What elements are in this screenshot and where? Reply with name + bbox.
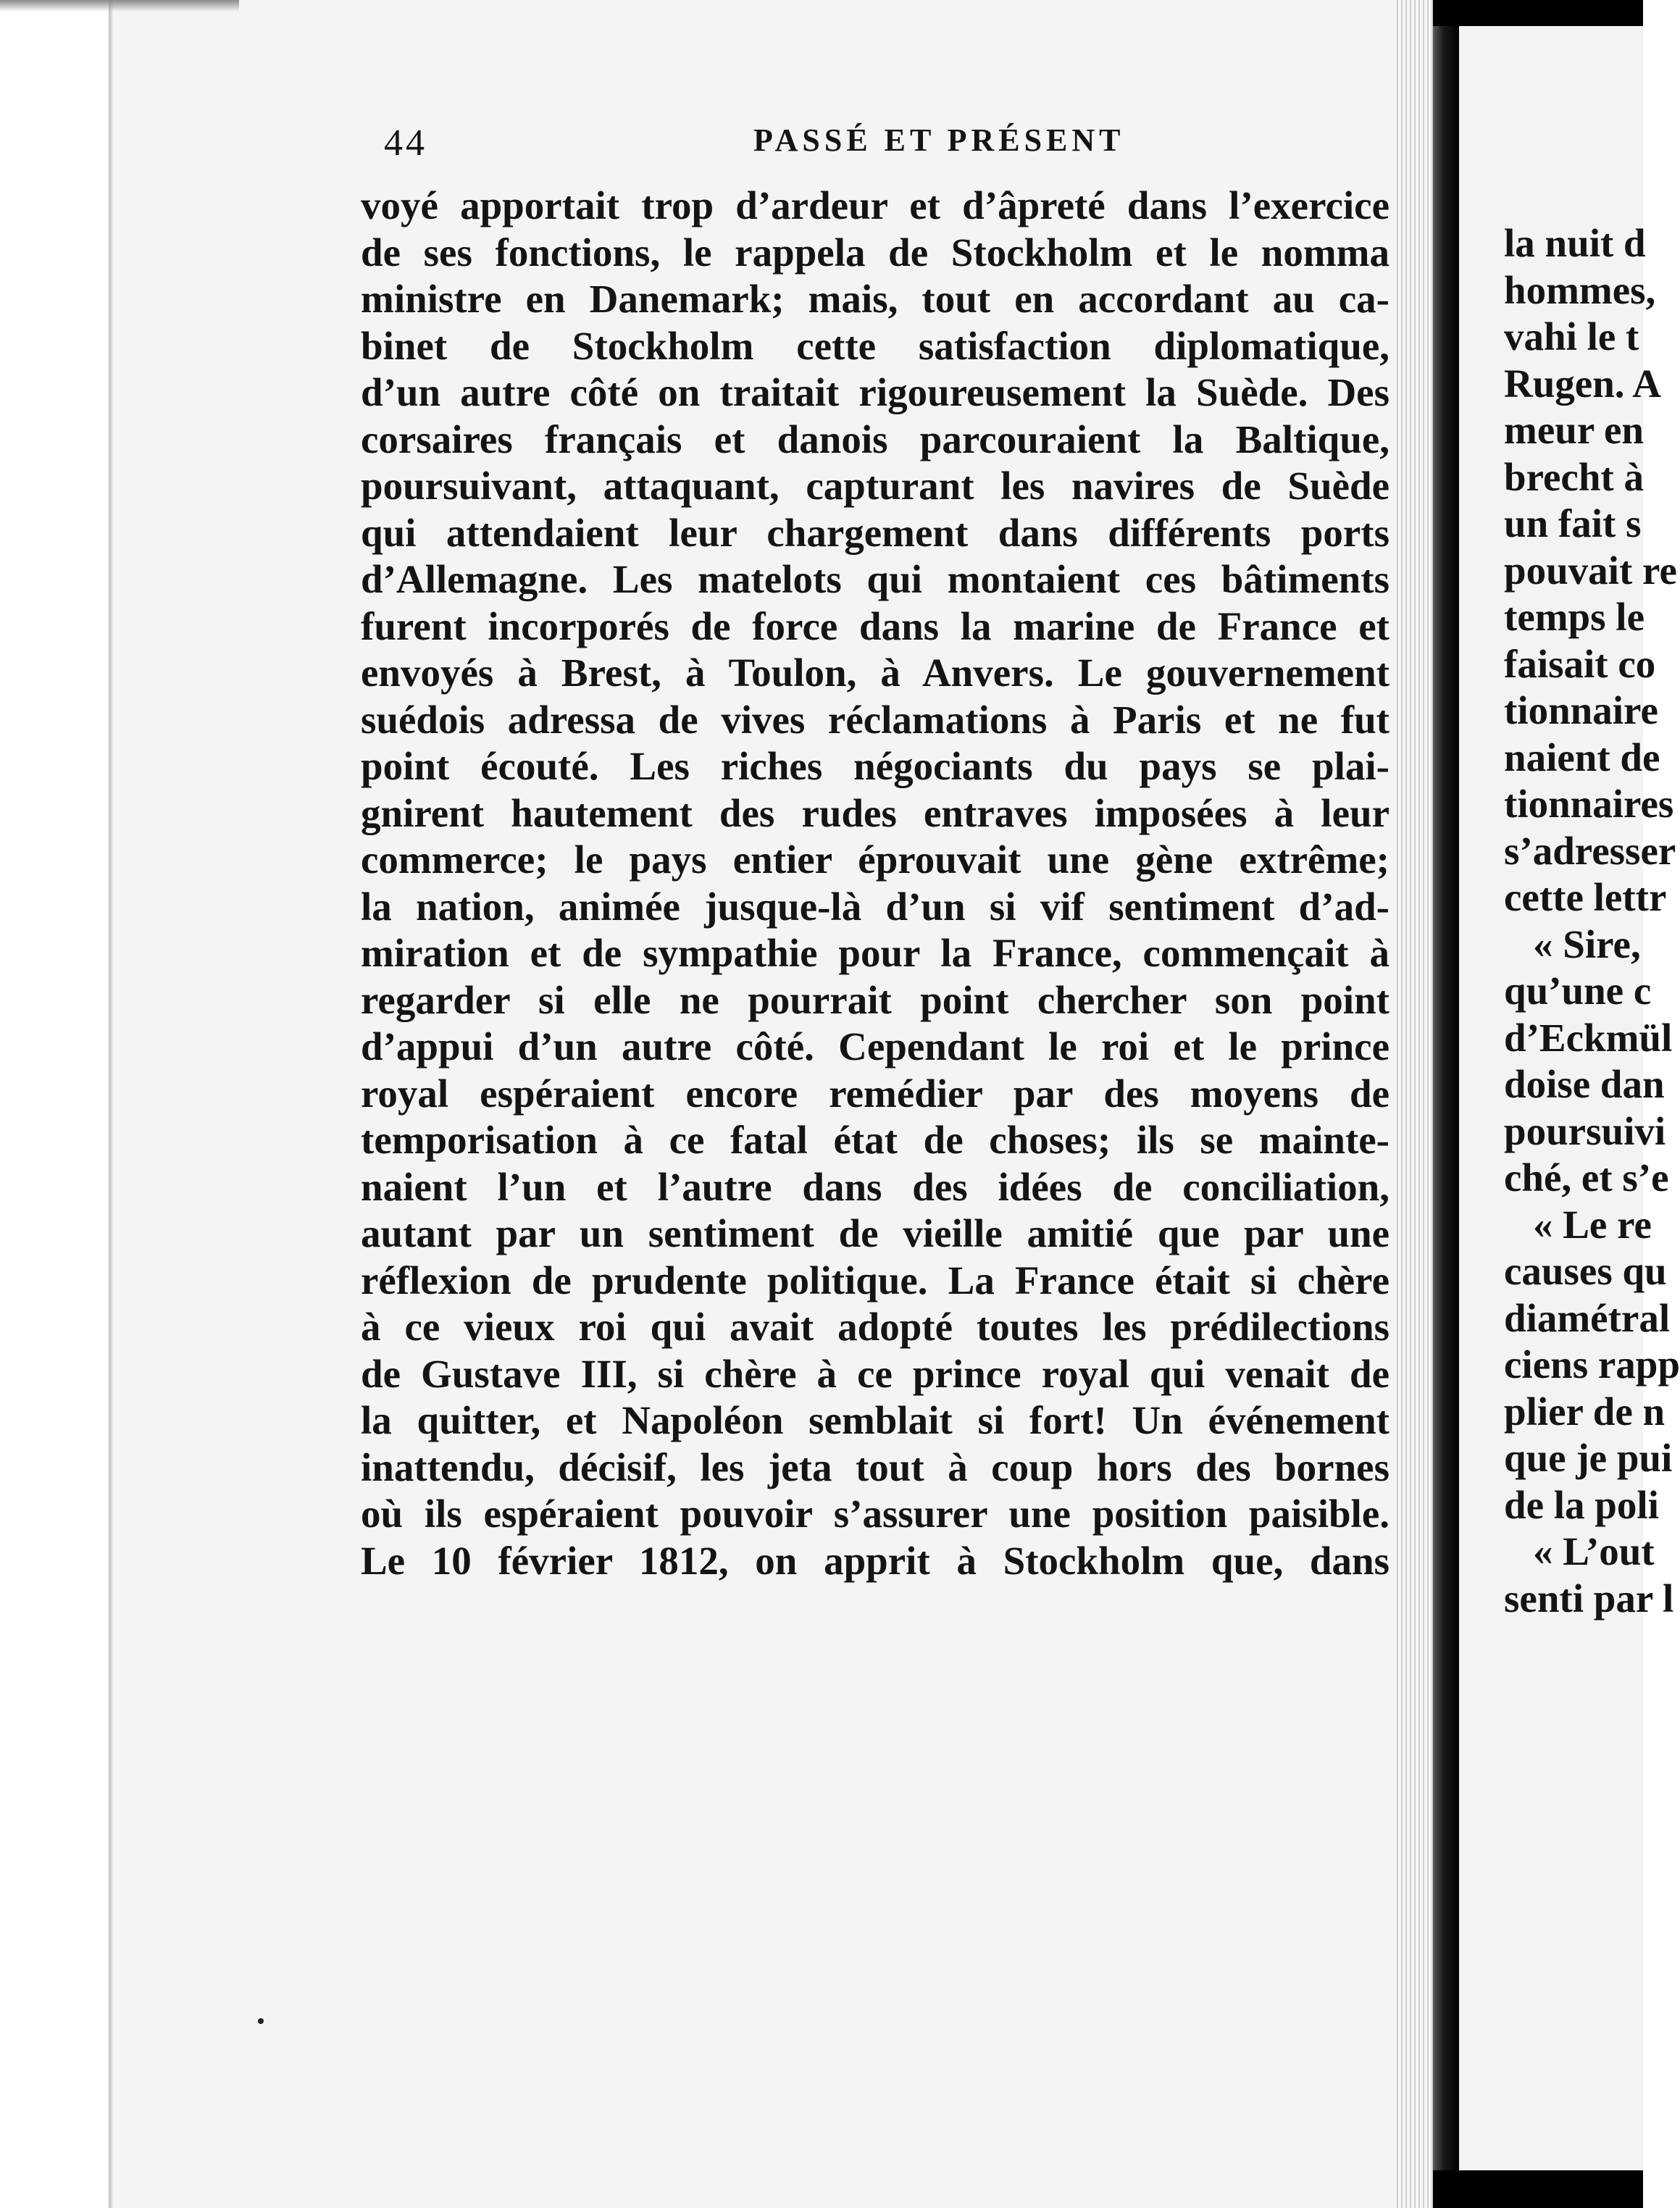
text-line: furent incorporés de force dans la marine de France et: [361, 603, 1389, 648]
text-line: autant par un sentiment de vieille amitié que par une: [361, 1211, 1389, 1255]
text-line: ché, et s’e: [1504, 1155, 1669, 1200]
text-line: s’adresser: [1504, 828, 1676, 873]
text-line: causes qu: [1504, 1249, 1667, 1293]
text-line: à ce vieux roi qui avait adopté toutes les prédilections: [361, 1305, 1389, 1349]
text-line: temps le: [1504, 595, 1645, 639]
text-line: regarder si elle ne pourrait point chercher son point: [361, 977, 1389, 1022]
text-line: où ils espéraient pouvoir s’assurer une position paisible.: [361, 1492, 1389, 1536]
text-line: d’Allemagne. Les matelots qui montaient ces bâtiments: [361, 557, 1389, 601]
text-line: senti par l: [1504, 1576, 1674, 1621]
text-line: hommes,: [1504, 267, 1656, 312]
text-line: point écouté. Les riches négociants du pays se plai-: [361, 744, 1389, 788]
text-line: de ses fonctions, le rappela de Stockholm et le nomma: [361, 230, 1389, 275]
text-line: d’Eckmül: [1504, 1015, 1673, 1060]
text-line: de Gustave III, si chère à ce prince royal qui venait de: [361, 1351, 1389, 1396]
text-line: inattendu, décisif, les jeta tout à coup hors des bornes: [361, 1444, 1389, 1489]
text-line: pouvait re: [1504, 548, 1677, 593]
text-line: Le 10 février 1812, on apprit à Stockholm que, dans: [361, 1538, 1389, 1583]
text-line: « Le re: [1533, 1202, 1652, 1247]
text-line: faisait co: [1504, 641, 1656, 686]
text-line: poursuivant, attaquant, capturant les navires de Suède: [361, 464, 1389, 508]
text-line: que je pui: [1504, 1436, 1673, 1480]
left-page-edge: [109, 0, 113, 2208]
text-line: gnirent hautement des rudes entraves imposées à leur: [361, 790, 1389, 835]
body-text: [361, 183, 1389, 1584]
text-line: vahi le t: [1504, 314, 1639, 359]
page-stack-edges: [1397, 0, 1434, 2208]
book-gutter: [1433, 0, 1459, 2208]
text-line: brecht à: [1504, 454, 1644, 499]
text-line: miration et de sympathie pour la France, commençait à: [361, 931, 1389, 975]
text-line: meur en: [1504, 408, 1644, 452]
text-line: envoyés à Brest, à Toulon, à Anvers. Le gouvernement: [361, 651, 1389, 695]
text-line: cette lettr: [1504, 875, 1667, 919]
text-line: voyé apportait trop d’ardeur et d’âpreté dans l’exercice: [361, 183, 1389, 227]
text-line: la quitter, et Napoléon semblait si fort! Un événement: [361, 1398, 1389, 1442]
text-line: diamétral: [1504, 1295, 1671, 1340]
scan-smudge: [0, 0, 239, 12]
text-line: doise dan: [1504, 1062, 1665, 1106]
page-number: 44: [384, 122, 427, 164]
text-line: corsaires français et danois parcouraient la Baltique,: [361, 417, 1389, 461]
text-line: d’appui d’un autre côté. Cependant le roi et le prince: [361, 1024, 1389, 1069]
running-title: PASSÉ ET PRÉSENT: [753, 122, 1125, 158]
running-head: [384, 122, 1398, 172]
text-line: réflexion de prudente politique. La France était si chère: [361, 1258, 1389, 1302]
right-page-text: [1504, 220, 1678, 1622]
right-page: [1459, 26, 1680, 2170]
text-line: poursuivi: [1504, 1108, 1666, 1153]
text-line: naient de: [1504, 735, 1660, 779]
text-line: Rugen. A: [1504, 361, 1661, 406]
text-line: un fait s: [1504, 501, 1642, 545]
text-line: tionnaires: [1504, 782, 1674, 826]
text-line: suédois adressa de vives réclamations à Paris et ne fut: [361, 697, 1389, 742]
text-line: plier de n: [1504, 1389, 1666, 1434]
text-line: qu’une c: [1504, 969, 1652, 1013]
ink-speck: [258, 2018, 264, 2024]
scan-border-bottom: [1433, 2170, 1643, 2208]
text-line: « L’out: [1533, 1529, 1655, 1573]
text-line: « Sire,: [1533, 921, 1641, 966]
text-line: de la poli: [1504, 1482, 1659, 1527]
text-line: royal espéraient encore remédier par des moyens de: [361, 1071, 1389, 1116]
text-line: tionnaire: [1504, 688, 1658, 732]
text-line: d’un autre côté on traitait rigoureusement la Suède. Des: [361, 370, 1389, 414]
text-line: commerce; le pays entier éprouvait une gène extrême;: [361, 837, 1389, 882]
text-line: binet de Stockholm cette satisfaction diplomatique,: [361, 323, 1389, 368]
text-line: qui attendaient leur chargement dans différents ports: [361, 510, 1389, 555]
text-line: la nation, animée jusque-là d’un si vif sentiment d’ad-: [361, 884, 1389, 929]
text-line: temporisation à ce fatal état de choses; ils se mainte-: [361, 1118, 1389, 1162]
text-line: ministre en Danemark; mais, tout en accordant au ca-: [361, 277, 1389, 321]
text-line: ciens rapp: [1504, 1342, 1680, 1387]
text-line: naient l’un et l’autre dans des idées de conciliation,: [361, 1164, 1389, 1209]
text-line: la nuit d: [1504, 221, 1646, 265]
scan-border-top: [1433, 0, 1643, 26]
